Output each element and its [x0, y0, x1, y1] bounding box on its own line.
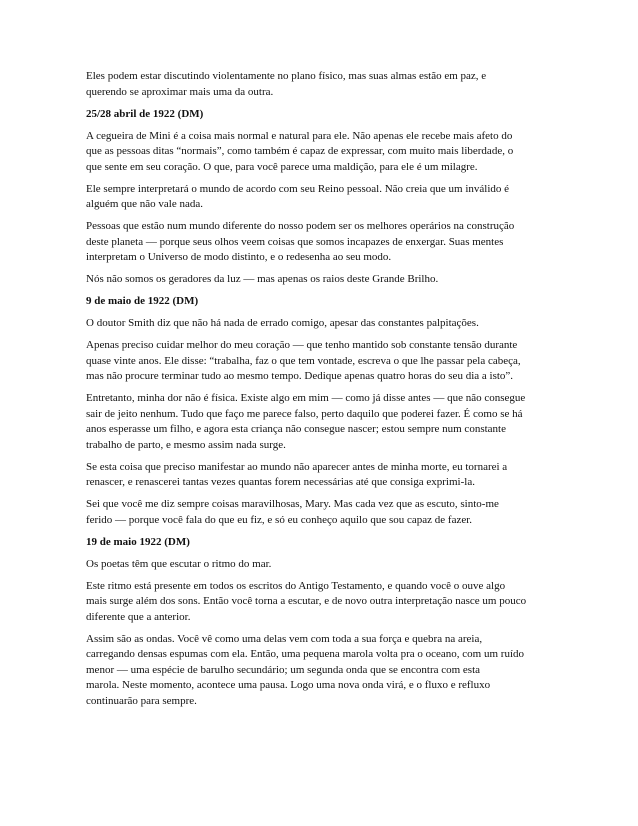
text-line: Este ritmo está presente em todos os escritos do Antigo Testamento, e quando você o ouve algo	[86, 579, 506, 592]
text-line: marola. Neste momento, acontece uma pausa. Logo uma nova onda virá, e o fluxo e refluxo	[86, 679, 491, 691]
text-line: carregando densas espumas com ela. Então, uma pequena marola volta pra o oceano, com um ruído	[86, 648, 525, 660]
text-line: menor — uma espécie de barulho secundário; um segunda onda que se encontra com esta	[86, 663, 481, 676]
text-line: querendo se aproximar mais uma da outra.	[86, 85, 274, 98]
text-line: quase vinte anos. Ele disse: “trabalha, faz o que tem vontade, escreva o que lhe passar pela cabeça,	[86, 354, 521, 367]
text-line: mais surge além dos sons. Então você torna a escutar, e de novo outra interpretação nasce um pouco	[86, 595, 527, 607]
text-line: Os poetas têm que escutar o ritmo do mar.	[86, 557, 272, 570]
text-line: deste planeta — porque seus olhos veem coisas que somos incapazes de enxergar. Suas mentes	[86, 235, 504, 248]
text-line: diferente que a anterior.	[86, 610, 191, 623]
date-heading	[86, 535, 556, 551]
date-heading	[86, 294, 556, 310]
text-line: Sei que você me diz sempre coisas maravilhosas, Mary. Mas cada vez que as escuto, sinto-me	[86, 498, 499, 510]
text-line: Pessoas que estão num mundo diferente do nosso podem ser os melhores operários na construção	[86, 220, 515, 232]
paragraph	[86, 182, 556, 213]
document-page	[86, 69, 556, 716]
text-line: Assim são as ondas. Você vê como uma delas vem com toda a sua força e quebra na areia,	[86, 632, 483, 645]
paragraph	[86, 272, 556, 288]
text-line: que sente em seu coração. O que, para você parece uma maldição, para ele é um milagre.	[86, 160, 478, 173]
text-line: alguém que não vale nada.	[86, 198, 203, 210]
paragraph	[86, 391, 556, 453]
text-line: ferido — porque você fala do que eu fiz, e só eu conheço aquilo que sou capaz de fazer.	[86, 513, 473, 526]
text-line: Nós não somos os geradores da luz — mas apenas os raios deste Grande Brilho.	[86, 273, 439, 285]
text-line: 25/28 abril de 1922 (DM)	[86, 107, 204, 120]
text-line: 9 de maio de 1922 (DM)	[86, 295, 199, 307]
paragraph	[86, 316, 556, 332]
text-line: Apenas preciso cuidar melhor do meu coração — que tenho mantido sob constante tensão durante	[86, 339, 518, 351]
paragraph	[86, 460, 556, 491]
text-line: Se esta coisa que preciso manifestar ao mundo não aparecer antes de minha morte, eu tornarei a	[86, 460, 508, 473]
text-line: Entretanto, minha dor não é física. Existe algo em mim — como já disse antes — que não consegue	[86, 392, 526, 404]
text-line: A cegueira de Mini é a coisa mais normal e natural para ele. Não apenas ele recebe mais afeto do	[86, 129, 513, 142]
text-line: renascer, e renascerei tantas vezes quantas forem necessárias até que consiga exprimi-la.	[86, 476, 475, 488]
text-line: Ele sempre interpretará o mundo de acordo com seu Reino pessoal. Não creia que um inválido é	[86, 182, 510, 195]
paragraph	[86, 632, 556, 710]
text-line: interpretam o Universo de modo distinto, e o redesenha ao seu modo.	[86, 251, 392, 263]
text-line: Eles podem estar discutindo violentamente no plano físico, mas suas almas estão em paz, e	[86, 70, 487, 82]
text-line: continuarão para sempre.	[86, 694, 197, 707]
text-line: que as pessoas ditas “normais”, como também é capaz de expressar, com muito mais liberdade, o	[86, 145, 514, 157]
paragraph	[86, 557, 556, 573]
paragraph	[86, 497, 556, 528]
paragraph	[86, 579, 556, 626]
text-line: 19 de maio 1922 (DM)	[86, 535, 190, 548]
text-line: anos esperasse um filho, e agora esta criança não consegue nascer; estou sempre num constante	[86, 423, 506, 435]
paragraph	[86, 69, 556, 100]
paragraph	[86, 338, 556, 385]
text-line: trabalho de parto, e mesmo assim nada surge.	[86, 438, 286, 451]
date-heading	[86, 107, 556, 123]
paragraph	[86, 219, 556, 266]
paragraph	[86, 129, 556, 176]
text-line: sair de jeito nenhum. Tudo que faço me parece falso, perto daquilo que poderei fazer. É como se há	[86, 407, 523, 420]
text-line: mas não procure terminar tudo ao mesmo tempo. Dedique apenas quatro horas do seu dia a isto”.	[86, 370, 514, 382]
text-line: O doutor Smith diz que não há nada de errado comigo, apesar das constantes palpitações.	[86, 317, 479, 329]
